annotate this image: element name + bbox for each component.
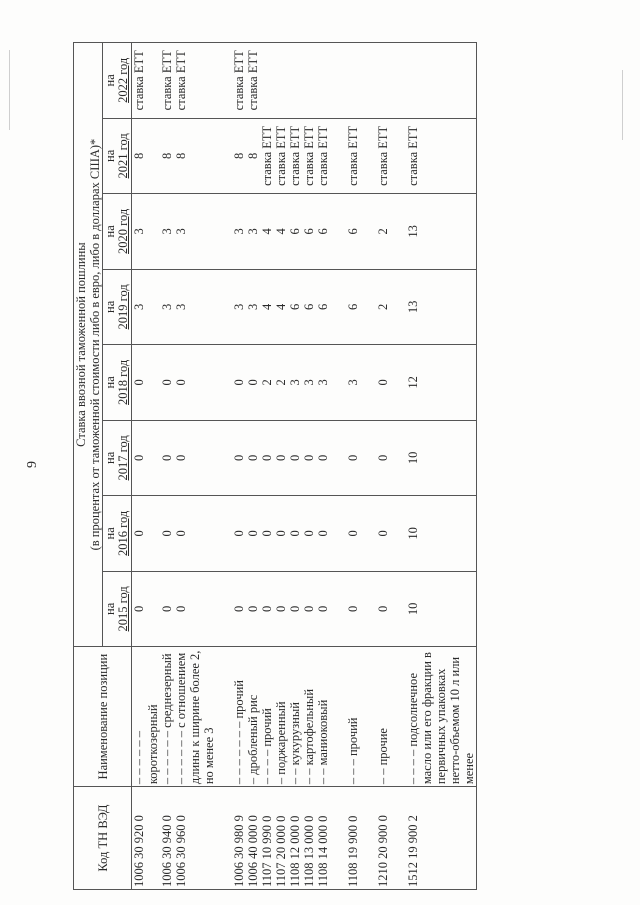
duty-rate: 0	[360, 571, 390, 647]
duty-rate: 0	[246, 571, 260, 647]
table-row	[246, 43, 260, 890]
header-name: Наименование позиции	[74, 647, 132, 787]
year-label: 2022 год	[116, 57, 131, 103]
position-name: – дробленый рис	[246, 647, 260, 787]
duty-rate: 0	[330, 571, 360, 647]
duty-rate: 0	[132, 345, 161, 421]
duty-rate: 3	[302, 345, 316, 421]
duty-rate: ставка ЕТТ	[246, 43, 260, 119]
duty-rate: ставка ЕТТ	[160, 43, 174, 119]
duty-rate: 0	[132, 571, 161, 647]
duty-rate: 0	[260, 420, 274, 496]
table-row	[288, 43, 302, 890]
duty-rate: 10	[390, 496, 477, 572]
duty-rate: 3	[216, 194, 246, 270]
duty-rate: 3	[174, 194, 216, 270]
duty-rate: 0	[160, 420, 174, 496]
position-name: – – прочие	[360, 647, 390, 787]
year-prefix: на	[103, 376, 117, 389]
duty-rate: ставка ЕТТ	[216, 43, 246, 119]
tnved-code: 1006 30 940 0	[160, 787, 174, 890]
duty-rate: 0	[288, 496, 302, 572]
year-header	[103, 269, 132, 345]
duty-rate: 6	[288, 269, 302, 345]
tnved-code: 1210 20 900 0	[360, 787, 390, 890]
margin-mark	[622, 70, 623, 140]
duty-rate: 0	[330, 420, 360, 496]
year-label: 2018 год	[116, 359, 131, 405]
duty-rate: 3	[132, 269, 161, 345]
year-label: 2015 год	[116, 586, 131, 632]
tnved-code: 1108 12 000 0	[288, 787, 302, 890]
duty-rate: 0	[216, 345, 246, 421]
duty-rate: 0	[216, 420, 246, 496]
duty-rate	[288, 43, 302, 119]
duty-rate: ставка ЕТТ	[360, 118, 390, 194]
duty-rate: 0	[246, 420, 260, 496]
year-prefix: на	[103, 602, 117, 615]
year-label: 2016 год	[116, 510, 131, 556]
position-name: – – – – подсолнечное масло или его фракции в первичных упаковках нетто-объемом 10 л или менее	[390, 647, 477, 787]
year-header	[103, 496, 132, 572]
page-number: 9	[25, 461, 40, 468]
duty-rate: 13	[390, 269, 477, 345]
duty-rate	[330, 43, 360, 119]
rotated-table-container	[73, 42, 553, 890]
position-name: – – – – – – с отношением длины к ширине более 2, но менее 3	[174, 647, 216, 787]
duty-rate: ставка ЕТТ	[302, 118, 316, 194]
year-prefix: на	[103, 527, 117, 540]
tnved-code: 1107 20 000 0	[274, 787, 288, 890]
duty-rate: 3	[160, 194, 174, 270]
tnved-code: 1512 19 900 2	[390, 787, 477, 890]
duty-rate: 0	[274, 571, 288, 647]
year-prefix: на	[103, 225, 117, 238]
duty-rate: 0	[160, 571, 174, 647]
duty-rate: ставка ЕТТ	[132, 43, 161, 119]
duty-rate: 8	[160, 118, 174, 194]
duty-rate: 3	[216, 269, 246, 345]
year-prefix: на	[103, 149, 117, 162]
duty-rate: 6	[288, 194, 302, 270]
tnved-code: 1006 30 980 9	[216, 787, 246, 890]
duty-rate: 0	[360, 345, 390, 421]
duty-rate: 2	[274, 345, 288, 421]
year-label: 2021 год	[116, 133, 131, 179]
duty-rate: 6	[302, 194, 316, 270]
duty-rate: 8	[174, 118, 216, 194]
duty-rate: 0	[360, 496, 390, 572]
duty-rate: 0	[174, 571, 216, 647]
table-row	[216, 43, 246, 890]
year-header	[103, 420, 132, 496]
duty-rate: 0	[330, 496, 360, 572]
position-name: – – – – прочий	[260, 647, 274, 787]
duty-rate: 10	[390, 571, 477, 647]
table-row	[174, 43, 216, 890]
duty-rate: 6	[316, 269, 330, 345]
duty-rate: 0	[316, 571, 330, 647]
duty-rate: 0	[360, 420, 390, 496]
duty-rate: 6	[330, 194, 360, 270]
duty-rate: ставка ЕТТ	[260, 118, 274, 194]
duty-rate: 0	[288, 571, 302, 647]
duty-rate: 8	[132, 118, 161, 194]
position-name: – – – – – – – прочий	[216, 647, 246, 787]
duty-rate: 0	[132, 420, 161, 496]
margin-mark	[9, 50, 10, 130]
tnved-code: 1108 19 900 0	[330, 787, 360, 890]
duty-rate: 6	[302, 269, 316, 345]
duty-rate: 4	[260, 194, 274, 270]
duty-rate: 8	[216, 118, 246, 194]
position-name: – – маниоковый	[316, 647, 330, 787]
position-name: – – – – – – среднезерный	[160, 647, 174, 787]
duty-rate	[274, 43, 288, 119]
year-header	[103, 43, 132, 119]
duty-rate	[360, 43, 390, 119]
duty-rate: 6	[330, 269, 360, 345]
duty-rate: 4	[260, 269, 274, 345]
duty-rate: 0	[274, 496, 288, 572]
duty-rate: 0	[274, 420, 288, 496]
tnved-code: 1006 30 920 0	[132, 787, 161, 890]
duty-rate: 3	[246, 194, 260, 270]
year-header	[103, 118, 132, 194]
duty-rate	[302, 43, 316, 119]
duty-rate: 0	[246, 496, 260, 572]
duty-rate: 0	[216, 571, 246, 647]
header-rate-line: (в процентах от таможенной стоимости либо в евро, либо в долларах США)*	[88, 138, 102, 551]
table-row	[330, 43, 360, 890]
duty-rate: 3	[246, 269, 260, 345]
year-prefix: на	[103, 300, 117, 313]
tnved-code: 1108 14 000 0	[316, 787, 330, 890]
duty-rate: 10	[390, 420, 477, 496]
year-label: 2020 год	[116, 208, 131, 254]
duty-rate: ставка ЕТТ	[330, 118, 360, 194]
year-label: 2017 год	[116, 435, 131, 481]
duty-rate: 3	[316, 345, 330, 421]
duty-rate: 2	[260, 345, 274, 421]
tnved-code: 1108 13 000 0	[302, 787, 316, 890]
duty-rate: 0	[288, 420, 302, 496]
position-name: – – – – – – короткозерный	[132, 647, 161, 787]
duty-rate: 0	[160, 345, 174, 421]
year-header	[103, 194, 132, 270]
year-header	[103, 571, 132, 647]
duty-rate: 3	[160, 269, 174, 345]
duty-rate: 0	[260, 496, 274, 572]
duty-rate: 0	[174, 345, 216, 421]
duty-rate	[390, 43, 477, 119]
duty-rate: 13	[390, 194, 477, 270]
table-row	[160, 43, 174, 890]
duty-rate: 3	[288, 345, 302, 421]
duty-rate: ставка ЕТТ	[288, 118, 302, 194]
header-rate	[74, 43, 103, 647]
table-row	[260, 43, 274, 890]
duty-rate: 0	[316, 496, 330, 572]
duty-rate: 0	[302, 420, 316, 496]
duty-rate: 0	[302, 571, 316, 647]
table-row	[360, 43, 390, 890]
year-label: 2019 год	[116, 284, 131, 330]
duty-rate: 0	[246, 345, 260, 421]
duty-rate: 3	[132, 194, 161, 270]
duty-rate	[316, 43, 330, 119]
duty-rate: 6	[316, 194, 330, 270]
tariff-table	[73, 42, 477, 890]
table-row	[132, 43, 161, 890]
duty-rate: 4	[274, 269, 288, 345]
tnved-code: 1006 30 960 0	[174, 787, 216, 890]
position-name: – – картофельный	[302, 647, 316, 787]
header-code: Код ТН ВЭД	[74, 787, 132, 890]
duty-rate: 12	[390, 345, 477, 421]
duty-rate: 0	[160, 496, 174, 572]
duty-rate: ставка ЕТТ	[390, 118, 477, 194]
table-row	[390, 43, 477, 890]
header-rate-line: Ставка ввозной таможенной пошлины	[74, 242, 88, 447]
year-header	[103, 345, 132, 421]
table-row	[316, 43, 330, 890]
duty-rate: 0	[316, 420, 330, 496]
tnved-code: 1107 10 990 0	[260, 787, 274, 890]
duty-rate: 3	[330, 345, 360, 421]
position-name: – – кукурузный	[288, 647, 302, 787]
duty-rate: 0	[260, 571, 274, 647]
year-prefix: на	[103, 74, 117, 87]
duty-rate: 2	[360, 269, 390, 345]
duty-rate: 3	[174, 269, 216, 345]
position-name: – поджаренный	[274, 647, 288, 787]
duty-rate: 4	[274, 194, 288, 270]
duty-rate: 0	[132, 496, 161, 572]
duty-rate: ставка ЕТТ	[316, 118, 330, 194]
year-prefix: на	[103, 451, 117, 464]
duty-rate: ставка ЕТТ	[274, 118, 288, 194]
duty-rate: 0	[302, 496, 316, 572]
tnved-code: 1006 40 000 0	[246, 787, 260, 890]
table-row	[274, 43, 288, 890]
duty-rate: 8	[246, 118, 260, 194]
table-row	[302, 43, 316, 890]
duty-rate: 0	[174, 496, 216, 572]
duty-rate: ставка ЕТТ	[174, 43, 216, 119]
duty-rate	[260, 43, 274, 119]
position-name: – – – прочий	[330, 647, 360, 787]
duty-rate: 0	[216, 496, 246, 572]
duty-rate: 0	[174, 420, 216, 496]
duty-rate: 2	[360, 194, 390, 270]
